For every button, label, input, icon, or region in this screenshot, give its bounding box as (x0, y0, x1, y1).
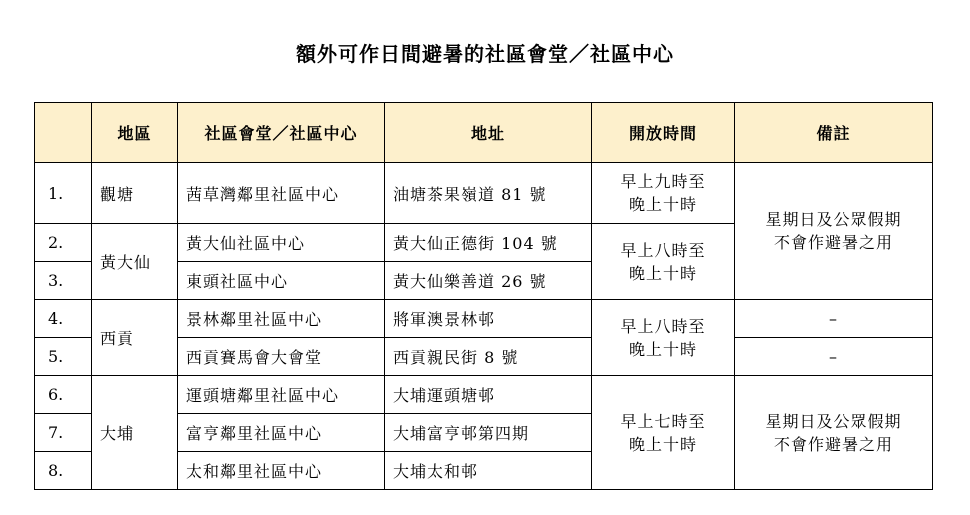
header-district: 地區 (92, 103, 178, 163)
venue-cell: 東頭社區中心 (178, 262, 385, 300)
address-cell: 大埔富亨邨第四期 (385, 414, 592, 452)
venue-cell: 富亨鄰里社區中心 (178, 414, 385, 452)
remark-line: 不會作避暑之用 (773, 434, 893, 454)
hours-cell (592, 300, 735, 376)
district-cell: 西貢 (92, 300, 178, 376)
row-number: 1. (35, 163, 92, 224)
district-cell: 黃大仙 (92, 224, 178, 300)
remark-line: 星期日及公眾假期 (765, 411, 902, 431)
address-cell: 黃大仙正德街 104 號 (385, 224, 592, 262)
header-remarks: 備註 (735, 103, 933, 163)
venue-cell: 景林鄰里社區中心 (178, 300, 385, 338)
venue-cell: 太和鄰里社區中心 (178, 452, 385, 490)
hours-line: 早上八時至 (620, 240, 706, 260)
row-number: 8. (35, 452, 92, 490)
address-cell: 大埔太和邨 (385, 452, 592, 490)
remarks-cell: – (735, 300, 933, 338)
hours-line: 晚上十時 (628, 263, 697, 283)
header-venue: 社區會堂／社區中心 (178, 103, 385, 163)
district-cell: 大埔 (92, 376, 178, 490)
table-row (35, 300, 933, 338)
address-cell: 將軍澳景林邨 (385, 300, 592, 338)
table-row (35, 163, 933, 224)
remark-line: 星期日及公眾假期 (765, 210, 902, 229)
venue-cell: 茜草灣鄰里社區中心 (178, 163, 385, 224)
hours-cell (592, 163, 735, 224)
address-cell: 西貢親民街 8 號 (385, 338, 592, 376)
district-cell: 觀塘 (92, 163, 178, 224)
hours-line: 早上九時至 (620, 172, 706, 191)
header-address: 地址 (385, 103, 592, 163)
hours-cell (592, 376, 735, 490)
venue-cell: 運頭塘鄰里社區中心 (178, 376, 385, 414)
venue-cell: 西貢賽馬會大會堂 (178, 338, 385, 376)
address-cell: 大埔運頭塘邨 (385, 376, 592, 414)
table-row (35, 376, 933, 414)
row-number: 2. (35, 224, 92, 262)
row-number: 4. (35, 300, 92, 338)
row-number: 7. (35, 414, 92, 452)
row-number: 5. (35, 338, 92, 376)
header-hours: 開放時間 (592, 103, 735, 163)
hours-line: 晚上十時 (628, 434, 697, 454)
header-number (35, 103, 92, 163)
hours-cell (592, 224, 735, 300)
venues-table (34, 102, 933, 490)
remark-line: 不會作避暑之用 (773, 233, 893, 252)
remarks-cell: – (735, 338, 933, 376)
remarks-cell (735, 376, 933, 490)
row-number: 3. (35, 262, 92, 300)
table-header-row (35, 103, 933, 163)
hours-line: 早上七時至 (620, 411, 706, 431)
address-cell: 黃大仙樂善道 26 號 (385, 262, 592, 300)
hours-line: 早上八時至 (620, 316, 706, 336)
page-title: 額外可作日間避暑的社區會堂／社區中心 (296, 42, 674, 66)
venue-cell: 黃大仙社區中心 (178, 224, 385, 262)
address-cell: 油塘茶果嶺道 81 號 (385, 163, 592, 224)
hours-line: 晚上十時 (628, 195, 697, 214)
hours-line: 晚上十時 (628, 339, 697, 359)
remarks-cell (735, 163, 933, 300)
row-number: 6. (35, 376, 92, 414)
